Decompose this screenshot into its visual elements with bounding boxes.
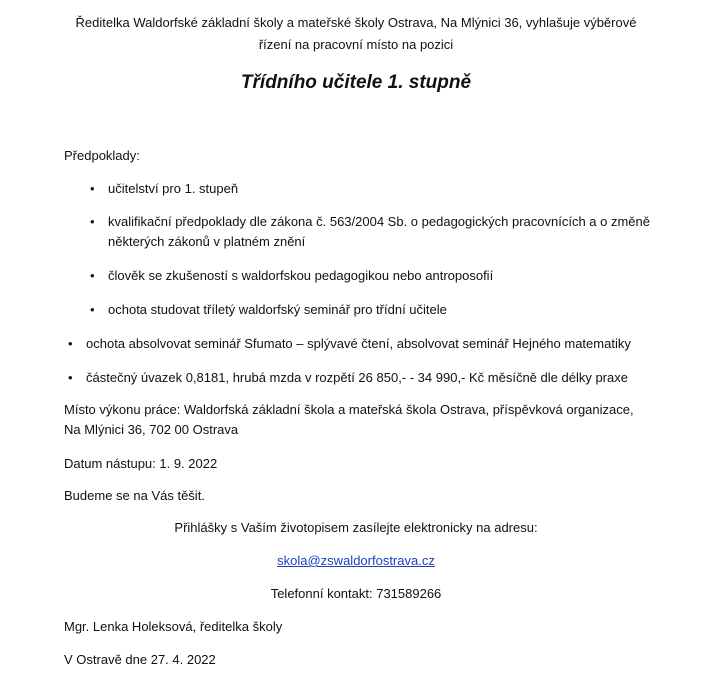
requirement-item: [68, 334, 686, 354]
intro-line-2: řízení na pracovní místo na pozici: [258, 37, 454, 52]
bullet-icon: •: [68, 370, 73, 385]
workplace-paragraph: [64, 400, 684, 440]
requirement-text-continuation: některých zákonů v platném znění: [108, 234, 306, 249]
email-link[interactable]: skola@zswaldorfostrava.cz: [277, 553, 435, 568]
workplace-line-2: Na Mlýnici 36, 702 00 Ostrava: [64, 422, 239, 437]
start-date: Datum nástupu: 1. 9. 2022: [64, 456, 218, 471]
bullet-icon: •: [68, 336, 73, 351]
requirement-item: [90, 212, 688, 252]
phone-contact: Telefonní kontakt: 731589266: [270, 586, 442, 601]
application-instructions: Přihlášky s Vaším životopisem zasílejte elektronicky na adresu:: [174, 520, 538, 535]
bullet-icon: •: [90, 181, 95, 196]
closing-line: Budeme se na Vás těšit.: [64, 488, 205, 503]
position-title: Třídního učitele 1. stupně: [240, 72, 472, 93]
requirements-label: Předpoklady:: [64, 148, 140, 163]
requirement-item: [68, 368, 686, 388]
workplace-line-1: Místo výkonu práce: Waldorfská základní škola a mateřská škola Ostrava, příspěvková organizace,: [64, 402, 634, 417]
intro-paragraph: [60, 12, 652, 56]
requirement-text: kvalifikační předpoklady dle zákona č. 563/2004 Sb. o pedagogických pracovnících a o změně: [108, 214, 651, 229]
bullet-icon: •: [90, 302, 95, 317]
requirement-text: učitelství pro 1. stupeň: [108, 181, 239, 196]
signature: Mgr. Lenka Holeksová, ředitelka školy: [64, 619, 283, 634]
requirement-item: [90, 300, 688, 320]
requirement-text: ochota studovat tříletý waldorfský seminář pro třídní učitele: [108, 302, 447, 317]
bullet-icon: •: [90, 268, 95, 283]
requirement-text: částečný úvazek 0,8181, hrubá mzda v rozpětí 26 850,- - 34 990,- Kč měsíčně dle délky praxe: [86, 370, 628, 385]
requirement-text: ochota absolvovat seminář Sfumato – splývavé čtení, absolvovat seminář Hejného matematiky: [86, 336, 631, 351]
requirement-item: [90, 179, 688, 199]
place-date: V Ostravě dne 27. 4. 2022: [64, 652, 216, 667]
intro-line-1: Ředitelka Waldorfské základní školy a mateřské školy Ostrava, Na Mlýnici 36, vyhlašuje výběrové: [75, 15, 637, 30]
requirement-item: [90, 266, 688, 286]
bullet-icon: •: [90, 214, 95, 229]
email-row: [0, 551, 712, 571]
requirement-text: člověk se zkušeností s waldorfskou pedagogikou nebo antroposofií: [108, 268, 494, 283]
